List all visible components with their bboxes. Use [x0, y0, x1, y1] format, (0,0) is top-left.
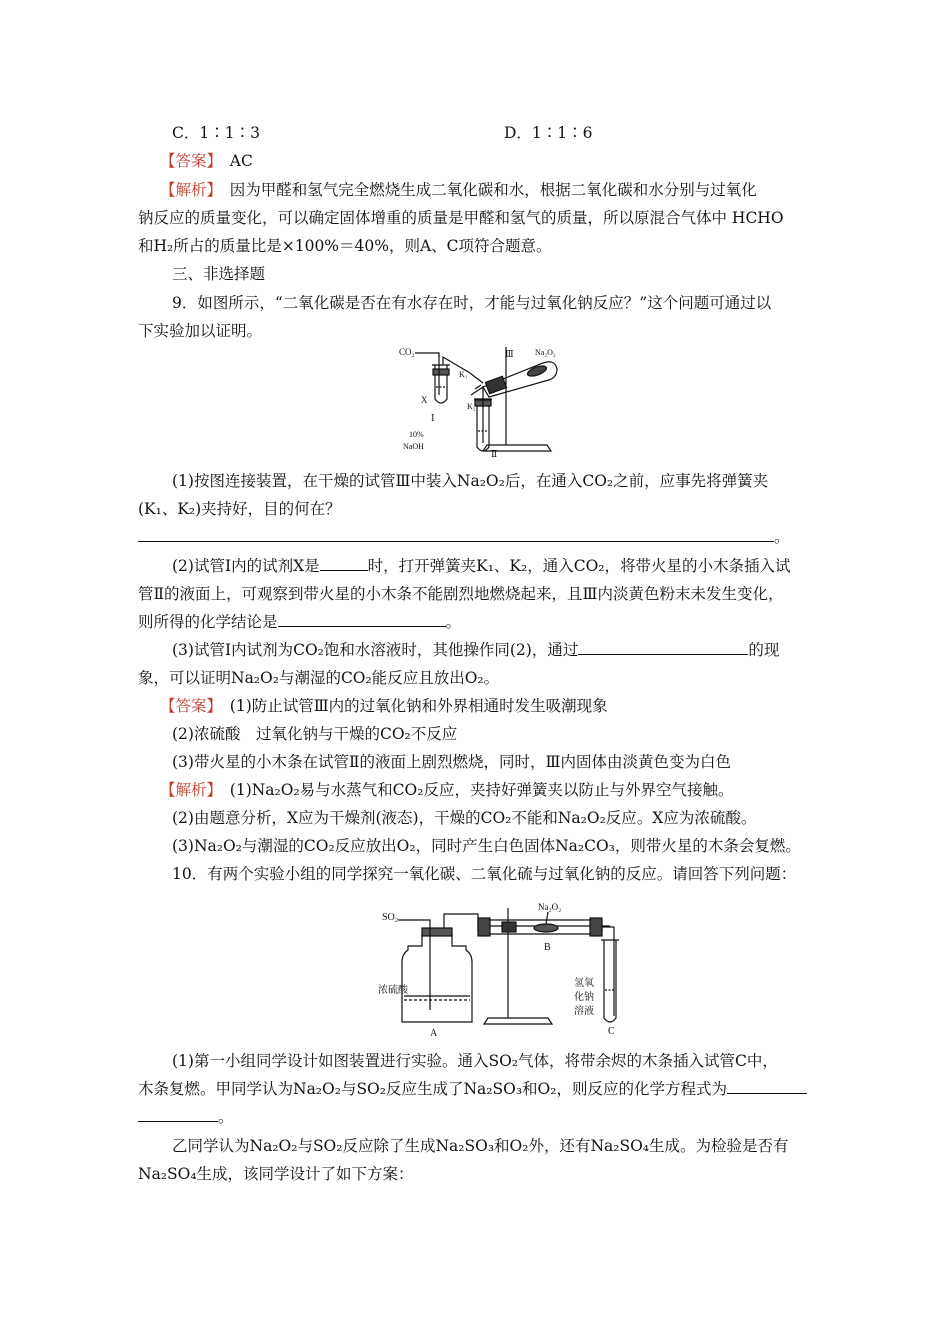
period: 。 [445, 613, 462, 631]
explanation-8-line-2: 钠反应的质量变化，可以确定固体增重的质量是甲醛和氢气的质量，所以原混合气体中 HCHO [138, 209, 784, 227]
explanation-9-line-1 [160, 780, 733, 800]
label-na2o2: Na₂O₂ [535, 348, 556, 357]
label-co2: CO₂ [399, 347, 415, 357]
section-heading: 三、非选择题 [172, 265, 266, 283]
label-naoh: NaOH [403, 442, 424, 451]
explanation-9-line-2: (2)由题意分析，X应为干燥剂(液态)，干燥的CO₂不能和Na₂O₂反应。X应为浓硫酸。 [172, 809, 757, 827]
option-d: D．1∶1∶6 [504, 124, 593, 142]
question-10-2-line-1: 乙同学认为Na₂O₂与SO₂反应除了生成Na₂SO₃和O₂外，还有Na₂SO₄生成。为检验是否有 [172, 1137, 789, 1155]
explanation-9-line-3: (3)Na₂O₂与潮湿的CO₂反应放出O₂，同时产生白色固体Na₂CO₃，则带火星的木条会复燃。 [172, 837, 801, 855]
answer-blank-x[interactable] [320, 556, 368, 571]
answer-blank-phenomenon[interactable] [578, 640, 748, 655]
question-9-2-line-2: 管Ⅱ的液面上，可观察到带火星的小木条不能剧烈地燃烧起来，且Ⅲ内淡黄色粉末未发生变化， [138, 585, 784, 603]
answer-9-line-1 [160, 696, 608, 716]
question-10-1-line-1: (1)第一小组同学设计如图装置进行实验。通入SO₂气体，将带余烬的木条插入试管C中， [172, 1052, 778, 1070]
explanation-text: (1)Na₂O₂易与水蒸气和CO₂反应，夹持好弹簧夹以防止与外界空气接触。 [229, 781, 734, 799]
label-k1: K₁ [459, 370, 468, 379]
option-c: C．1∶1∶3 [172, 124, 260, 142]
label-na2o2: Na₂O₂ [538, 902, 562, 912]
label-a: A [430, 1028, 438, 1039]
answer-blank-equation-a[interactable] [727, 1079, 807, 1094]
answer-blank-9-1[interactable] [138, 527, 790, 547]
apparatus-figure-2 [378, 900, 636, 1040]
question-9-1-line-1: (1)按图连接装置，在干燥的试管Ⅲ中装入Na₂O₂后，在通入CO₂之前，应事先将弹簧夹 [172, 472, 769, 490]
explanation-text: 因为甲醛和氢气完全燃烧生成二氧化碳和水，根据二氧化碳和水分别与过氧化 [229, 181, 757, 199]
label-c: C [608, 1026, 615, 1037]
apparatus-figure-1 [395, 343, 565, 461]
answer-9-line-3: (3)带火星的小木条在试管Ⅱ的液面上剧烈燃烧，同时，Ⅲ内固体由淡黄色变为白色 [172, 753, 731, 771]
question-9-2-line-1 [172, 556, 791, 576]
question-10-1-line-3 [138, 1107, 234, 1127]
question-10: 10．有两个实验小组的同学探究一氧化碳、二氧化硫与过氧化钠的反应。请回答下列问题： [172, 865, 797, 883]
explanation-8-line-3: 和H₂所占的质量比是×100%＝40%，则A、C项符合题意。 [138, 237, 552, 255]
period: 。 [218, 1108, 234, 1126]
answer-text: (1)防止试管Ⅲ内的过氧化钠和外界相通时发生吸潮现象 [229, 697, 608, 715]
label-tube-i: Ⅰ [431, 413, 435, 423]
label-naoh-2: 化钠 [574, 992, 594, 1003]
answer-8 [160, 151, 253, 171]
label-k2: K₂ [467, 402, 476, 411]
answer-text: AC [229, 152, 253, 170]
label-percent: 10% [409, 430, 424, 439]
question-10-1-line-2 [138, 1079, 807, 1099]
question-9-3-line-1 [172, 640, 779, 660]
explanation-tag: 【解析】 [160, 181, 215, 199]
period: 。 [774, 528, 790, 546]
text: 木条复燃。甲同学认为Na₂O₂与SO₂反应生成了Na₂SO₃和O₂，则反应的化学方程式为 [138, 1080, 727, 1098]
text: 时，打开弹簧夹K₁、K₂，通入CO₂，将带火星的小木条插入试 [367, 557, 791, 575]
text: (3)试管Ⅰ内试剂为CO₂饱和水溶液时，其他操作同(2)，通过 [172, 641, 579, 659]
question-9-1-line-2: (K₁、K₂)夹持好，目的何在？ [138, 500, 341, 518]
explanation-tag: 【解析】 [160, 781, 215, 799]
answer-blank-conclusion[interactable] [278, 612, 446, 627]
label-x: X [421, 395, 428, 405]
text: (2)试管Ⅰ内的试剂X是 [172, 557, 320, 575]
label-tube-iii: Ⅲ [505, 349, 514, 359]
explanation-8-line-1 [160, 180, 757, 200]
text: 则所得的化学结论是 [138, 613, 278, 631]
answer-tag: 【答案】 [160, 152, 215, 170]
label-acid: 浓硫酸 [378, 985, 408, 996]
label-tube-ii: Ⅱ [491, 449, 498, 459]
answer-blank-equation-b[interactable] [138, 1107, 218, 1122]
label-naoh-1: 氢氧 [574, 978, 594, 989]
label-naoh-3: 溶液 [574, 1006, 594, 1017]
answer-9-line-2: (2)浓硫酸 过氧化钠与干燥的CO₂不反应 [172, 725, 458, 743]
question-9-line-2: 下实验加以证明。 [138, 322, 263, 340]
question-9-line-1: 9．如图所示，“二氧化碳是否在有水存在时，才能与过氧化钠反应？”这个问题可通过以 [172, 294, 772, 312]
question-9-2-line-3 [138, 612, 461, 632]
text: 的现 [748, 641, 780, 659]
answer-tag: 【答案】 [160, 697, 215, 715]
label-b: B [544, 942, 551, 953]
label-so2: SO₂ [382, 912, 399, 923]
question-10-2-line-2: Na₂SO₄生成，该同学设计了如下方案： [138, 1165, 414, 1183]
question-9-3-line-2: 象，可以证明Na₂O₂与潮湿的CO₂能反应且放出O₂。 [138, 669, 500, 687]
